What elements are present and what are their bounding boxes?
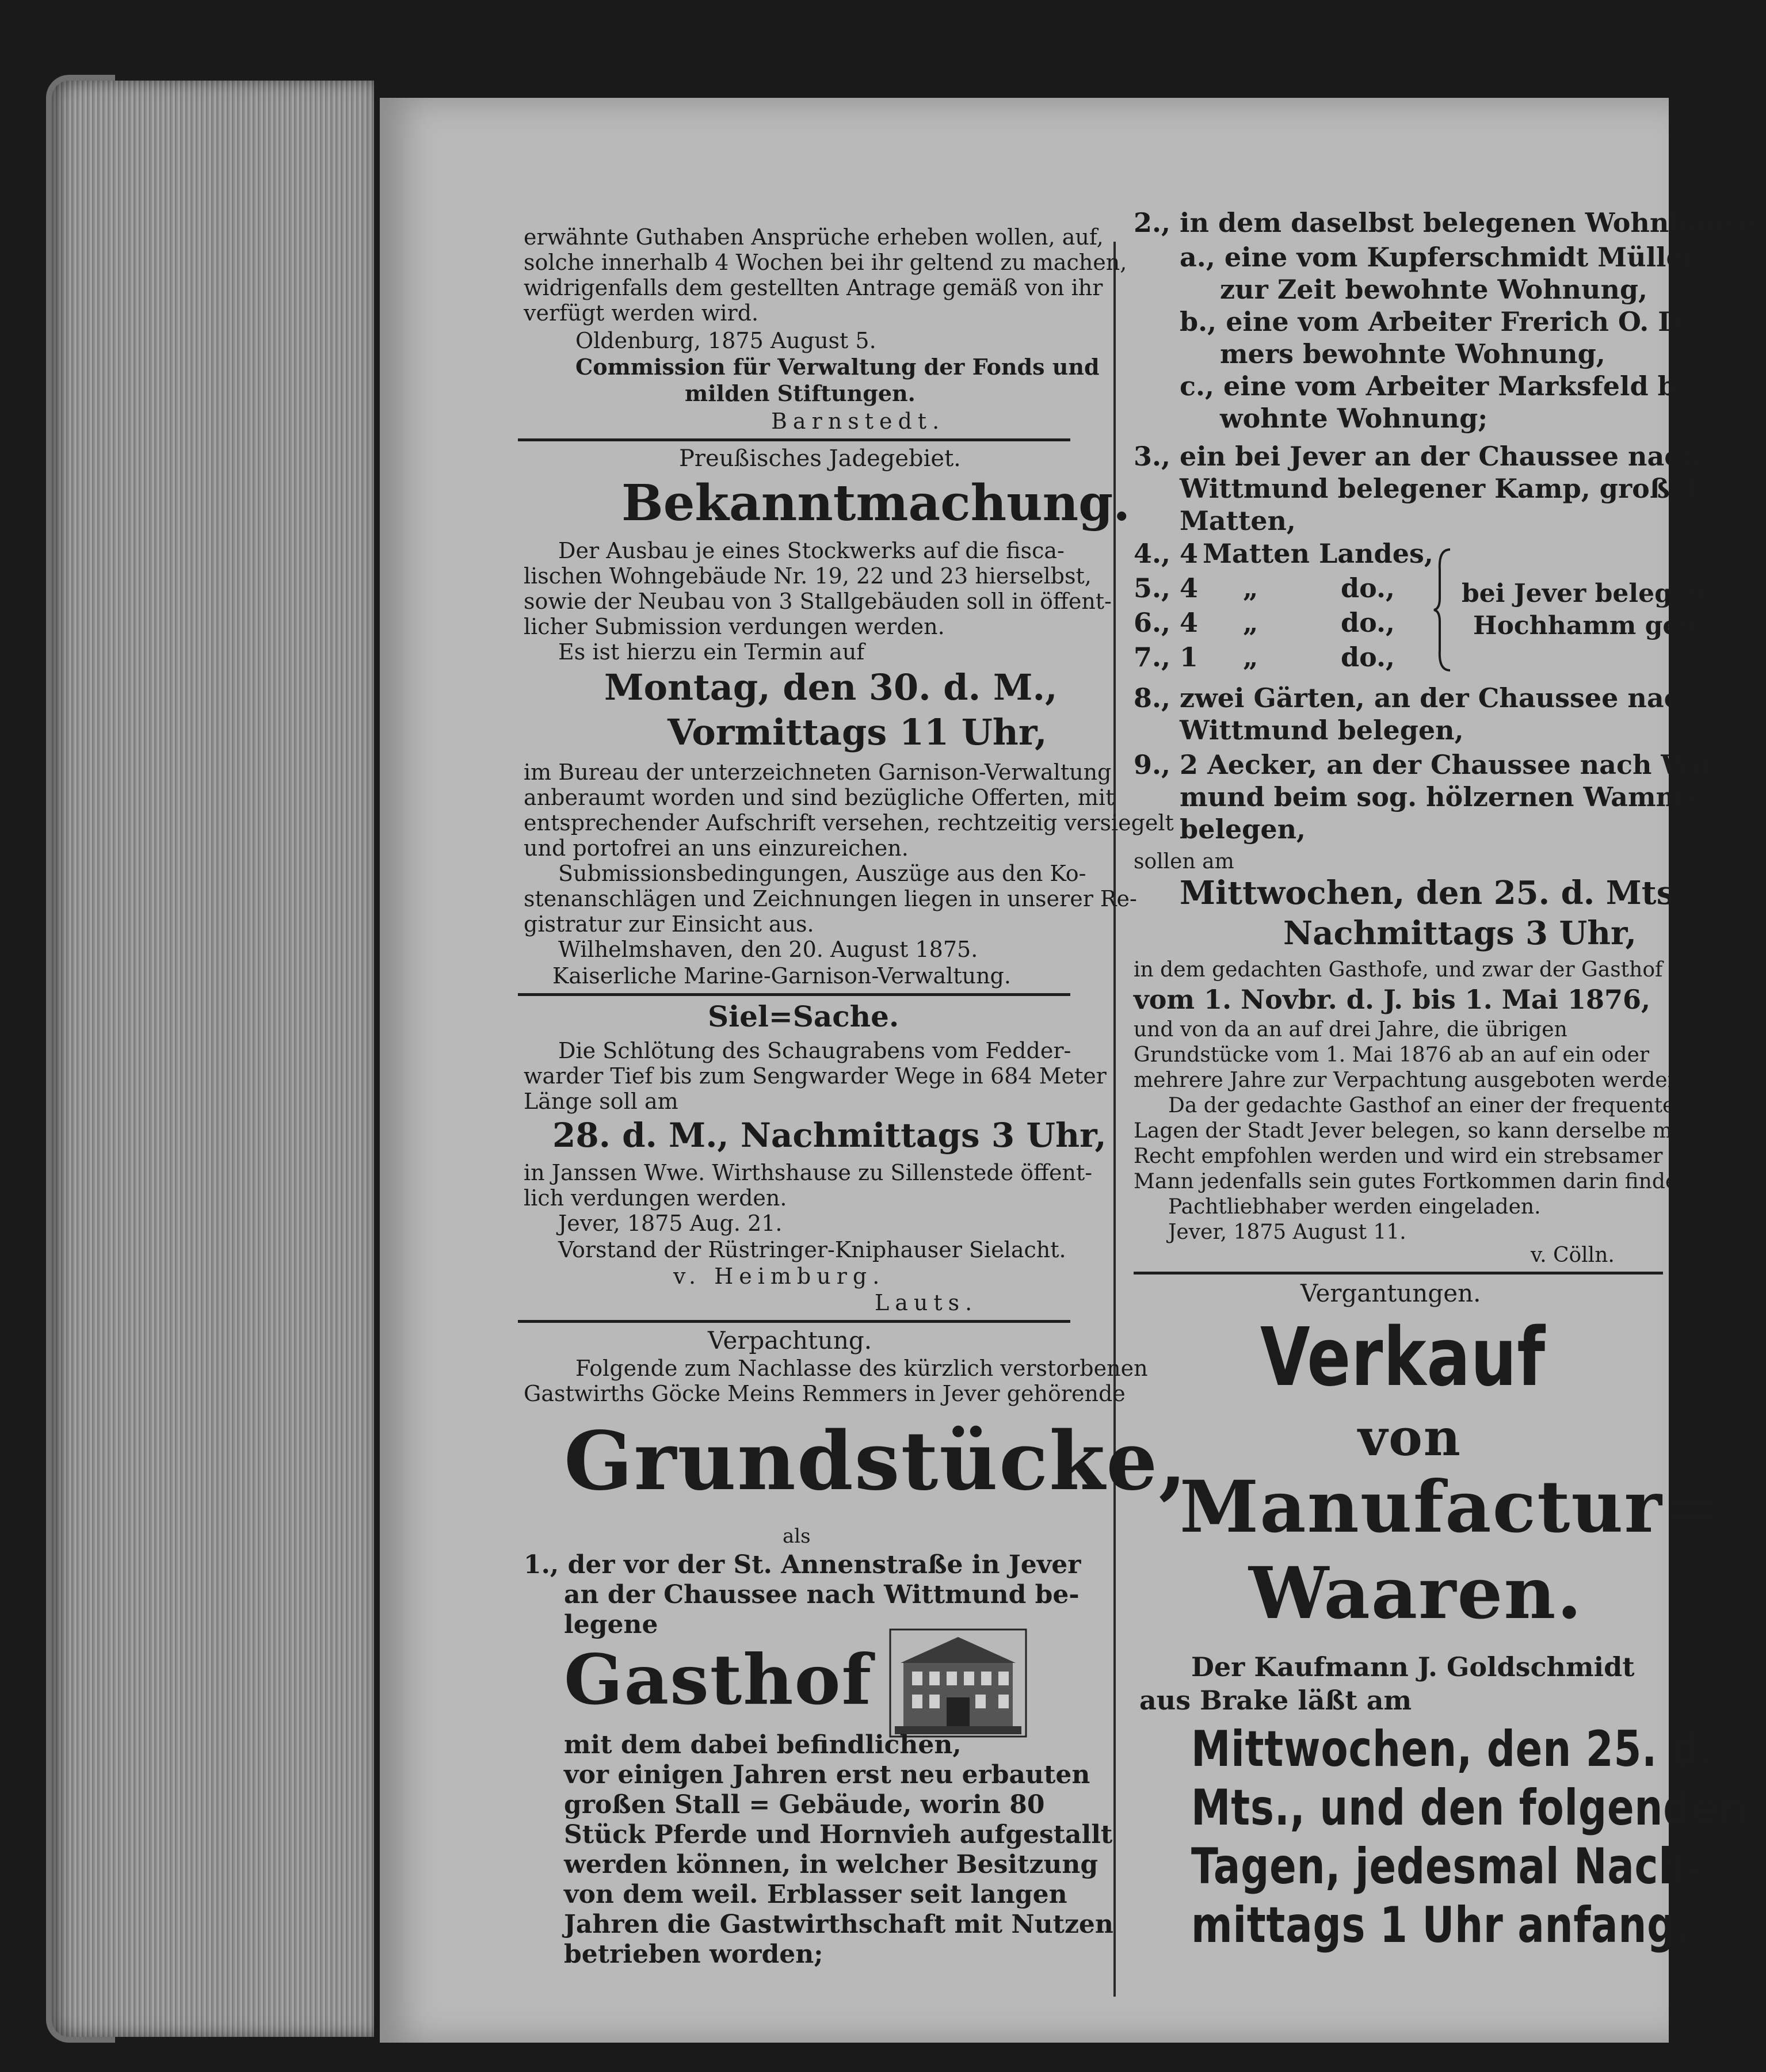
date-line: Jever, 1875 Aug. 21. [558,1211,783,1236]
text-line: im Bureau der unterzeichneten Garnison-Verwaltung [524,760,1112,785]
text-line: licher Submission verdungen werden. [524,614,945,639]
date-emphasis: 28. d. M., Nachmittags 3 Uhr, [552,1116,1107,1155]
book-page-edges [52,81,374,2037]
text-line: Lagen der Stadt Jever belegen, so kann derselbe mit [1134,1119,1687,1143]
text-line: und von da an auf drei Jahre, die übrigen [1134,1018,1567,1041]
item-line: mund beim sog. hölzernen Wamms [1180,781,1699,812]
item-line: c., eine vom Arbeiter Marksfeld be- [1180,371,1704,402]
item-line: Jahren die Gastwirthschaft mit Nutzen [564,1910,1113,1939]
notice-title: Siel=Sache. [708,999,899,1033]
row-description: Matten Landes, [1203,538,1433,569]
separator [518,438,1070,441]
text-line: Folgende zum Nachlasse des kürzlich verstorbenen [575,1356,1148,1381]
signature-name: v. Heimburg. [673,1264,886,1289]
text-line: Der Ausbau je eines Stockwerks auf die fisca- [558,538,1065,563]
row-number: 4., [1134,538,1171,569]
sale-date: Mts., und den folgenden [1191,1779,1748,1837]
text-line: Die Schlötung des Schaugrabens vom Fedder- [558,1038,1071,1063]
text-line: in dem gedachten Gasthofe, und zwar der Gasthof [1134,958,1663,982]
brace-icon [1433,547,1456,673]
item-line: an der Chaussee nach Wittmund be- [564,1580,1080,1609]
text-line: Pachtliebhaber werden eingeladen. [1168,1195,1541,1219]
signature: Kaiserliche Marine-Garnison-Verwaltung. [552,963,1011,989]
item-line: legene [564,1610,658,1639]
item-line: vor einigen Jahren erst neu erbauten [564,1760,1090,1789]
item-line: Matten, [1180,505,1296,536]
item-line: a., eine vom Kupferschmidt Müller [1180,242,1698,273]
text-line: sowie der Neubau von 3 Stallgebäuden soll in öffent- [524,589,1112,614]
sale-title: Manufactur= [1180,1466,1724,1549]
sale-date: Tagen, jedesmal Nach- [1191,1838,1704,1895]
text-line: Grundstücke vom 1. Mai 1876 ab an auf ein oder [1134,1043,1650,1067]
text-line: Gastwirths Göcke Meins Remmers in Jever gehörende [524,1381,1126,1406]
sale-title: von [1358,1407,1462,1467]
date-line: Wilhelmshaven, den 20. August 1875. [558,937,978,962]
signature: Vorstand der Rüstringer-Kniphauser Sielacht. [558,1237,1066,1262]
row-description: do., [1341,642,1395,673]
date-line: Oldenburg, 1875 August 5. [575,328,876,353]
notice-header: Preußisches Jadegebiet. [679,445,961,472]
item-line: 8., zwei Gärten, an der Chaussee nach [1134,682,1700,713]
signature-name: Barnstedt. [771,409,945,434]
gasthof-building-icon [889,1628,1027,1738]
item-line: b., eine vom Arbeiter Frerich O. Det- [1180,306,1721,337]
signature: v. Cölln. [1531,1243,1615,1267]
text-line: lischen Wohngebäude Nr. 19, 22 und 23 hierselbst, [524,563,1092,589]
text-line: in Janssen Wwe. Wirthshause zu Sillenstede öffent- [524,1160,1093,1185]
text-line: lich verdungen werden. [524,1185,787,1211]
item-line: werden können, in welcher Besitzung [564,1850,1098,1879]
text-line: Länge soll am [524,1089,678,1114]
brace-text: bei Jever belegen, [1462,579,1716,608]
item-line: von dem weil. Erblasser seit langen [564,1880,1067,1909]
text-line: aus Brake läßt am [1139,1685,1412,1716]
text-line: verfügt werden wird. [524,300,759,326]
row-description: do., [1341,573,1395,604]
date-line: Jever, 1875 August 11. [1168,1220,1406,1244]
item-line: betrieben worden; [564,1940,823,1969]
text-line: solche innerhalb 4 Wochen bei ihr geltend zu machen, [524,250,1127,275]
text-line: Der Kaufmann J. Goldschmidt [1191,1651,1635,1682]
text-line: Submissionsbedingungen, Auszüge aus den Ko- [558,861,1086,886]
date-emphasis: vom 1. Novbr. d. J. bis 1. Mai 1876, [1134,984,1651,1015]
newspaper-page [380,98,1766,2043]
row-ditto: „ [1243,573,1258,604]
item-line: Stück Pferde und Hornvieh aufgestallt [564,1820,1113,1849]
item-line: mit dem dabei befindlichen, [564,1730,962,1760]
row-number: 5., [1134,573,1171,604]
item-line: 3., ein bei Jever an der Chaussee nach [1134,441,1700,472]
text-line: Da der gedachte Gasthof an einer der frequentesten [1168,1094,1719,1117]
text-line: als [783,1525,811,1548]
signature-name: Lauts. [875,1290,978,1315]
row-quantity: 4 [1180,538,1199,569]
text-line: stenanschlägen und Zeichnungen liegen in unserer Re- [524,886,1137,911]
item-line: belegen, [1180,814,1306,845]
row-ditto: „ [1243,607,1258,638]
row-number: 7., [1134,642,1171,673]
item-line: zur Zeit bewohnte Wohnung, [1220,274,1648,305]
sale-date: mittags 1 Uhr anfang. [1191,1897,1692,1954]
text-line: sollen am [1134,850,1234,873]
sale-title: Waaren. [1249,1552,1583,1635]
text-line: Mann jedenfalls sein gutes Fortkommen darin finden. [1134,1170,1698,1193]
text-line: gistratur zur Einsicht aus. [524,911,814,937]
item-line: 9., 2 Aecker, an der Chaussee nach Witt- [1134,749,1736,780]
row-quantity: 4 [1180,573,1199,604]
item-line: mers bewohnte Wohnung, [1220,338,1605,369]
notice-header: Vergantungen. [1300,1279,1481,1307]
notice-title: Grundstücke, [564,1414,1188,1509]
item-line: wohnte Wohnung; [1220,403,1488,434]
notice-title: Bekanntmachung. [621,474,1131,532]
separator [1134,1272,1663,1275]
text-line: widrigenfalls dem gestellten Antrage gemäß von ihr [524,275,1103,300]
row-ditto: „ [1243,642,1258,673]
sale-title: Verkauf [1260,1311,1546,1405]
separator [518,1320,1070,1323]
item-line: 2., in dem daselbst belegenen Wohnhause: [1134,207,1766,238]
item-line: 1., der vor der St. Annenstraße in Jever [524,1550,1081,1579]
sale-date: Mittwochen, den 25. d. [1191,1720,1716,1778]
brace-text: Hochhamm gen.; [1473,611,1715,640]
signature: milden Stiftungen. [685,380,916,406]
date-emphasis: Montag, den 30. d. M., [604,666,1058,708]
date-emphasis: Mittwochen, den 25. d. Mts., [1180,874,1698,912]
row-number: 6., [1134,607,1171,638]
time-emphasis: Nachmittags 3 Uhr, [1283,914,1637,952]
text-line: anberaumt worden und sind bezügliche Offerten, mit [524,785,1115,810]
item-line: Wittmund belegener Kamp, groß 4 [1180,473,1698,504]
text-line: und portofrei an uns einzureichen. [524,835,909,861]
gasthof-title: Gasthof [564,1639,873,1720]
text-line: Recht empfohlen werden und wird ein strebsamer [1134,1144,1663,1168]
signature: Commission für Verwaltung der Fonds und [575,354,1100,380]
item-line: Wittmund belegen, [1180,715,1464,746]
item-line: großen Stall = Gebäude, worin 80 [564,1790,1045,1819]
notice-header: Verpachtung. [708,1326,872,1354]
text-line: erwähnte Guthaben Ansprüche erheben wollen, auf, [524,224,1104,250]
text-line: Es ist hierzu ein Termin auf [558,639,865,665]
text-line: warder Tief bis zum Sengwarder Wege in 684 Meter [524,1063,1107,1089]
separator [518,993,1070,996]
row-quantity: 1 [1180,642,1199,673]
time-emphasis: Vormittags 11 Uhr, [668,711,1047,753]
row-quantity: 4 [1180,607,1199,638]
text-line: mehrere Jahre zur Verpachtung ausgeboten werden. [1134,1069,1688,1092]
row-description: do., [1341,607,1395,638]
text-line: entsprechender Aufschrift versehen, rechtzeitig versiegelt [524,810,1174,835]
